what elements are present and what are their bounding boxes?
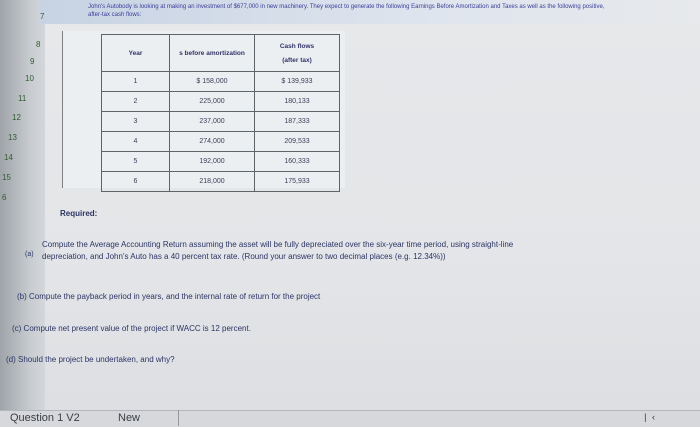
table-header-row <box>102 35 340 72</box>
year-cell[interactable]: 6 <box>102 172 170 192</box>
row-number: 13 <box>8 133 17 142</box>
ebat-header: s before amortization <box>170 35 255 72</box>
question-a-label: (a) <box>25 251 34 258</box>
question-c: (c) Compute net present value of the project if WACC is 12 percent. <box>12 324 251 333</box>
row-number: 12 <box>12 113 21 122</box>
year-cell[interactable]: 4 <box>102 132 170 152</box>
ebat-cell[interactable]: 237,000 <box>170 112 255 132</box>
table-row <box>102 112 340 132</box>
ebat-cell[interactable]: $ 158,000 <box>170 72 255 92</box>
question-b: (b) Compute the payback period in years, and the internal rate of return for the project <box>17 292 321 301</box>
cash-flow-cell[interactable]: 160,333 <box>255 152 340 172</box>
year-cell[interactable]: 3 <box>102 112 170 132</box>
question-d: (d) Should the project be undertaken, and why? <box>6 355 175 364</box>
sheet-tab-bar <box>0 410 700 427</box>
table-row <box>102 172 340 192</box>
cash-flow-cell[interactable]: 175,933 <box>255 172 340 192</box>
row-number: 10 <box>25 74 34 83</box>
cash-flow-cell[interactable]: 209,533 <box>255 132 340 152</box>
cash-flow-header-line1: Cash flows <box>279 42 315 50</box>
table-row <box>102 132 340 152</box>
row-number: 7 <box>40 12 45 21</box>
sheet-tab-new[interactable]: New <box>118 410 179 426</box>
cash-flow-cell[interactable]: 180,133 <box>255 92 340 112</box>
table-row <box>102 92 340 112</box>
row-number: 11 <box>18 94 27 103</box>
table-row <box>102 152 340 172</box>
chevron-left-icon[interactable]: ‹ <box>652 412 655 422</box>
scroll-bar-icon[interactable]: | <box>644 412 647 422</box>
question-a-line2: depreciation, and John's Auto has a 40 percent tax rate. (Round your answer to two decimal places (e.g. 12.34%)) <box>42 252 446 261</box>
row-number: 8 <box>36 40 41 49</box>
year-cell[interactable]: 5 <box>102 152 170 172</box>
row-number: 15 <box>2 173 11 182</box>
scroll-controls[interactable] <box>644 412 655 422</box>
row-number: 9 <box>30 57 35 66</box>
row-number: 14 <box>4 153 13 162</box>
question-a-line1: Compute the Average Accounting Return assuming the asset will be fully depreciated over the six-year time period, using straight-line <box>42 240 514 249</box>
cash-flow-header-line2: (after tax) <box>282 56 312 64</box>
year-cell[interactable]: 1 <box>102 72 170 92</box>
year-header: Year <box>102 35 170 72</box>
sheet-tab-question-1-v2[interactable]: Question 1 V2 <box>10 412 80 424</box>
ebat-cell[interactable]: 225,000 <box>170 92 255 112</box>
required-label: Required: <box>60 209 98 218</box>
cash-flow-cell[interactable]: 187,333 <box>255 112 340 132</box>
cash-flow-header <box>255 35 340 72</box>
ebat-cell[interactable]: 274,000 <box>170 132 255 152</box>
intro-text: John's Autobody is looking at making an investment of $677,000 in new machinery. They expect to generate the following Earnings Before Amortization and Taxes as well as the following positive, after-tax cash flows: <box>88 4 605 18</box>
cash-flow-cell[interactable]: $ 139,933 <box>255 72 340 92</box>
cash-flow-table <box>101 34 340 192</box>
row-number: 6 <box>2 193 7 202</box>
ebat-cell[interactable]: 192,000 <box>170 152 255 172</box>
ebat-cell[interactable]: 218,000 <box>170 172 255 192</box>
table-row <box>102 72 340 92</box>
year-cell[interactable]: 2 <box>102 92 170 112</box>
